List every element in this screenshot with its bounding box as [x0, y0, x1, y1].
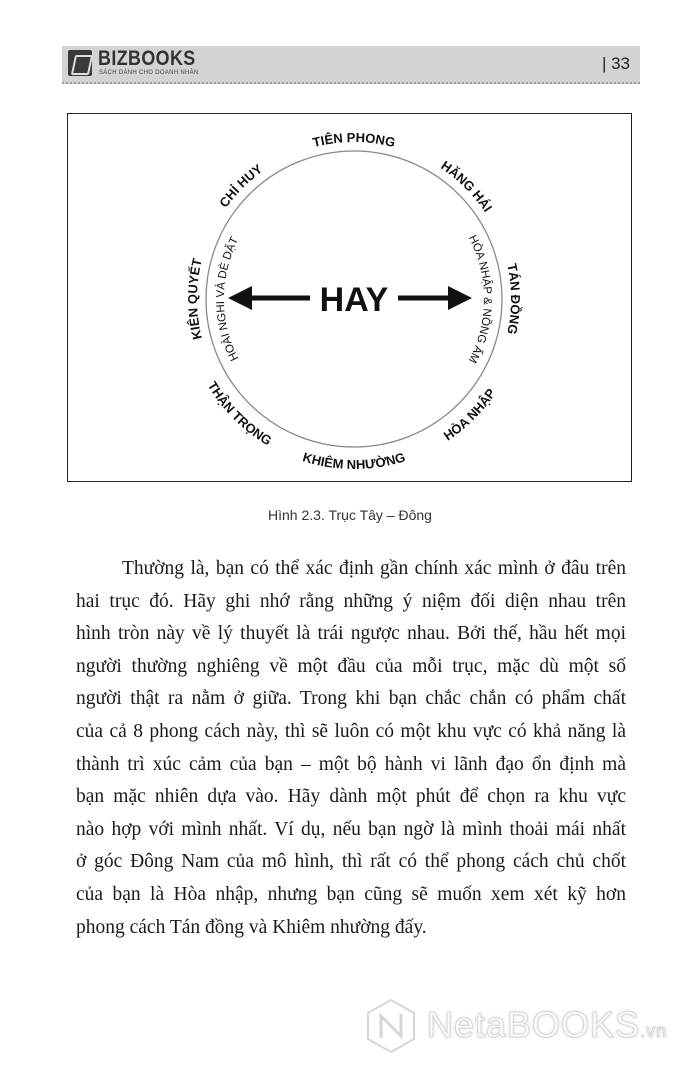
body-line: bạn mặc nhiên dựa vào. Hãy dành một phút để chọn ra khu vực [76, 786, 626, 808]
body-line: hình tròn này về lý thuyết là trái ngược nhau. Bởi thế, hầu hết mọi [76, 623, 626, 645]
page-header [62, 46, 640, 84]
outer-label: THẬN TRỌNG [204, 378, 275, 449]
outer-label: KHIÊM NHƯỜNG [301, 449, 407, 473]
body-line: thành trì xúc cảm của bạn – một bộ hành vi lãnh đạo ổn định mà [76, 753, 626, 775]
body-line: nào hợp với mình nhất. Ví dụ, nếu bạn ngờ là mình thoải mái nhất [76, 818, 626, 840]
bizbooks-logo-icon [68, 50, 92, 76]
figure-caption: Hình 2.3. Trục Tây – Đông [268, 507, 432, 523]
outer-label: KIÊN QUYẾT [184, 256, 205, 342]
inner-label-left: HOÀI NGHI VÀ DÈ DẶT [214, 235, 242, 363]
page-number: | 33 [601, 54, 630, 73]
arrow-left-icon [228, 286, 252, 310]
arrow-right-icon [448, 286, 472, 310]
watermark-text [427, 1004, 667, 1046]
outer-label: CHỈ HUY [216, 161, 266, 211]
outer-label: TÁN ĐỒNG [504, 262, 524, 336]
center-label: HAY [319, 281, 389, 319]
body-line: hai trục đó. Hãy ghi nhớ rằng những ý niệm đối diện nhau trên [76, 590, 626, 612]
brand-tagline: SÁCH DÀNH CHO DOANH NHÂN [99, 70, 199, 76]
outer-label: HĂNG HÁI [438, 157, 496, 215]
body-line: ở góc Đông Nam của mô hình, thì rất có thể phong cách chủ chốt [76, 851, 626, 873]
watermark-name: NetaBOOKS [427, 1004, 641, 1045]
body-line: của bạn là Hòa nhập, nhưng bạn cũng sẽ muốn xem xét kỹ hơn [76, 883, 626, 905]
body-line: người thường nghiêng về một đầu của mỗi trục, mặc dù một số [76, 655, 626, 677]
inner-label-right: HÒA NHẬP & NỒNG ẤM [465, 233, 494, 365]
body-text [76, 553, 626, 944]
body-line: phong cách Tán đồng và Khiêm nhường đấy. [76, 916, 427, 938]
body-line: người thật ra nằm ở giữa. Trong khi bạn chắc chắn có phẩm chất [76, 688, 626, 710]
brand-name: BIZBOOKS [98, 47, 196, 70]
watermark-suffix: .vn [640, 1021, 668, 1041]
outer-label: HÒA NHẬP [440, 385, 499, 444]
axis-circle-diagram [68, 114, 631, 481]
body-line: của cả 8 phong cách này, thì sẽ luôn có một khu vực có khả năng là [76, 720, 626, 742]
netabooks-watermark [365, 996, 695, 1056]
outer-label: TIÊN PHONG [311, 129, 397, 151]
netabooks-logo-icon [365, 998, 417, 1054]
figure-diagram [67, 113, 632, 482]
body-line: Thường là, bạn có thể xác định gần chính xác mình ở đâu trên [122, 558, 626, 579]
